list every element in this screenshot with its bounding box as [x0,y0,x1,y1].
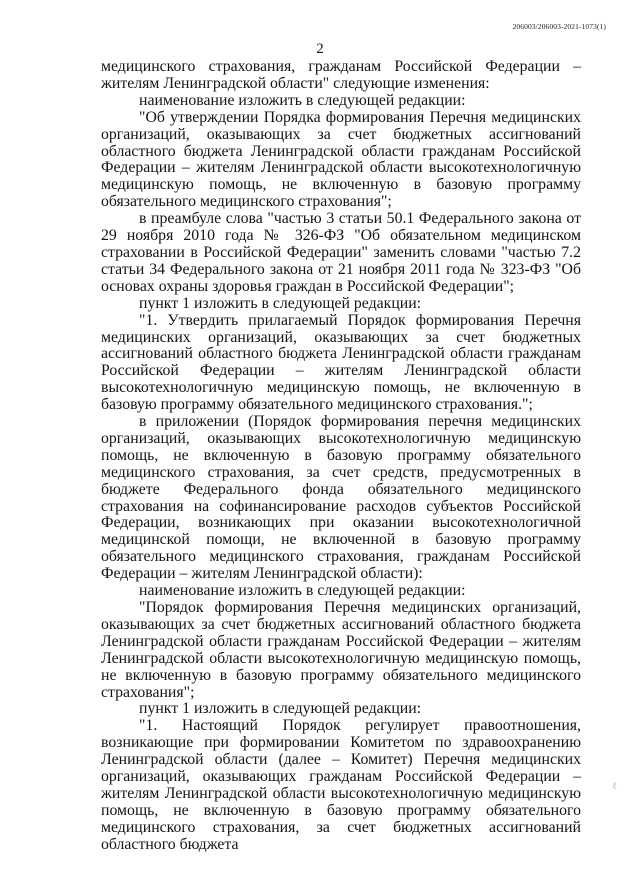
paragraph-item1-instruction: пункт 1 изложить в следующей редакции: [139,294,422,312]
margin-mark-icon: ℓ [612,781,617,792]
paragraph-title-instruction: наименование изложить в следующей редакции: [139,91,466,109]
document-number: 206003/206003-2021-1073(1) [512,22,606,31]
paragraph-continuation: медицинского страхования, гражданам Российской Федерации – жителям Ленинградской области" следующие изменения: [101,58,581,92]
document-body [101,59,581,854]
page-number: 2 [316,41,324,57]
paragraph-preamble-change: в преамбуле слова "частью 3 статьи 50.1 Федерального закона от 29 ноября 2010 года № 326-ФЗ "Об обязательном медицинском страховании в Российской Федерации" заменить словами "частью 7.2 статьи 34 Федерального закона от 21 ноября 2011 года № 323-ФЗ "Об основах охраны здоровья граждан в Российской Федерации"; [101,210,581,295]
paragraph-appendix-title-instruction: наименование изложить в следующей редакции: [139,582,466,600]
paragraph-appendix-item1-text: "1. Настоящий Порядок регулирует правоотношения, возникающие при формировании Комитетом по здравоохранению Ленинградской области (далее – Комитет) Перечня медицинских организаций, оказывающих гражданам Российской Федерации – жителям Ленинградской области высокотехнологичную медицинскую помощь, не включенную в базовую программу обязательного медицинского страхования, за счет бюджетных ассигнований областного бюджета [101,717,581,853]
paragraph-item1-text: "1. Утвердить прилагаемый Порядок формирования Перечня медицинских организаций, оказывающих за счет бюджетных ассигнований областного бюджета Ленинградской области гражданам Российской Федерации – жителям Ленинградской области высокотехнологичную медицинскую помощь, не включенную в базовую программу обязательного медицинского страхования."; [101,311,581,414]
paragraph-appendix-new-title: "Порядок формирования Перечня медицинских организаций, оказывающих за счет бюджетных ассигнований областного бюджета Ленинградской области гражданам Российской Федерации – жителям Ленинградской области высокотехнологичную медицинскую помощь, не включенную в базовую программу обязательного медицинского страхования"; [101,599,581,701]
paragraph-appendix-change: в приложении (Порядок формирования перечня медицинских организаций, оказывающих высокотехнологичную медицинскую помощь, не включенную в базовую программу обязательного медицинского страхования, за счет средств, предусмотренных в бюджете Федерального фонда обязательного медицинского страхования на софинансирование расходов субъектов Российской Федерации, возникающих при оказании высокотехнологичной медицинской помощи, не включенной в базовую программу обязательного медицинского страхования, гражданам Российской Федерации – жителям Ленинградской области): [101,413,581,583]
paragraph-new-title: "Об утверждении Порядка формирования Перечня медицинских организаций, оказывающих за счет бюджетных ассигнований областного бюджета Ленинградской области гражданам Российской Федерации – жителям Ленинградской области высокотехнологичную медицинскую помощь, не включенную в базовую программу обязательного медицинского страхования"; [101,108,581,211]
paragraph-appendix-item1-instruction: пункт 1 изложить в следующей редакции: [139,700,422,718]
